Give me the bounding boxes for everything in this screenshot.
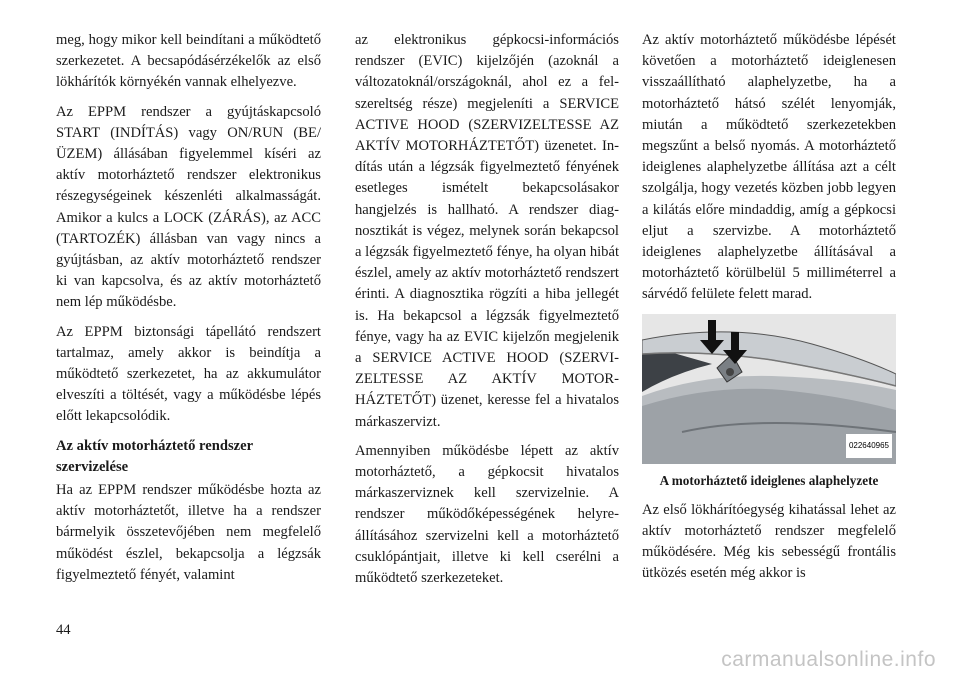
text-column-right bbox=[642, 30, 896, 592]
watermark: carmanualsonline.info bbox=[721, 648, 936, 671]
paragraph: Az aktív motorháztető működésbe lépését követően a motorháztető ideiglenesen visszaállítható alaphelyzetbe, ha a motorháztető hátsó szélét lenyomják, miután a működtető szerkezetekben megszűnt a belső nyomás. A motorháztető ideiglenes alaphelyzetbe állítása azt a célt szolgálja, hogy vezetés közben jobb legyen a kilátás előre mindaddig, amíg a gépkocsi eljut a szervizbe. A motorháztető ideiglenes alaphelyzetbe állításával a motorháztető körülbelül 5 milliméterrel a sárvédő felülete felett marad. bbox=[642, 32, 896, 303]
figure-code: 022640965 bbox=[846, 434, 892, 457]
text-column-middle bbox=[355, 30, 619, 597]
paragraph: Amennyiben működésbe lépett az aktív motorháztető, a gépkocsit hivatalos márkaszerviznek kell szervizelnie. A rendszer működőképességének helyreállításához szervizelni kell a motorháztető csuklópántjait, illetve ki kell cserélni a működtető szerkezeteket. bbox=[355, 442, 619, 587]
paragraph: Az első lökhárítóegység kihatással lehet az aktív motorháztető rendszer megfelelő működésére. Még kis sebességű frontális ütközés esetén még akkor is bbox=[642, 501, 896, 582]
section-heading: Az aktív motorháztető rendszer szervizelése bbox=[56, 437, 253, 475]
page-number: 44 bbox=[56, 622, 71, 638]
paragraph: Az EPPM rendszer a gyújtáskapcsoló START (INDÍTÁS) vagy ON/RUN (BE/ÜZEM) állásában figyelemmel kíséri az aktív motorháztető rendszer elektronikus részegységeinek készenléti alkalmasságát. Amikor a kulcs a LOCK (ZÁRÁS), az ACC (TARTOZÉK) állásban van vagy nincs a gyújtásban, az aktív motorháztető rendszer ki van kapcsolva, és az aktív motorháztető nem lép működésbe. bbox=[56, 103, 321, 311]
paragraph: Az EPPM biztonsági tápellátó rendszert tartalmaz, amely akkor is beindítja a működtető szerkezetet, ha az akkumulátor elveszíti a töltését, vagy a működésbe lépés előtt lekapcsolódik. bbox=[56, 323, 321, 425]
paragraph: meg, hogy mikor kell beindítani a működtető szerkezetet. A becsapódásérzékelők az első lökhárítók környékén vannak elhelyezve. bbox=[56, 32, 321, 91]
paragraph: az elektronikus gépkocsi-információs rendszer (EVIC) kijelzőjén (azoknál a változatoknál/országoknál, ahol ez a felszereltség része) megjeleníti a SERVICE ACTIVE HOOD (SZERVIZELTESSE AZ AKTÍV MOTORHÁZTETŐT) üzenetet. Indítás után a légzsák figyelmeztető fényének esetleges ismételt bekapcsolásakor hangjelzés is hallható. A rendszer diagnosztikát is végez, melynek során bekapcsol a légzsák figyelmeztető fénye, ha olyan hibát észlel, amely az aktív motorháztető rendszert érinti. A diagnosztika rögzíti a hiba jellegét is. Ha bekapcsol a légzsák figyelmeztető fénye, vagy ha az EVIC kijelzőn megjelenik a SERVICE ACTIVE HOOD (SZERVIZELTESSE AZ AKTÍV MOTORHÁZTETŐT) üzenet, keresse fel a hivatalos márkaszervizt. bbox=[355, 32, 619, 430]
text-column-left bbox=[56, 30, 321, 594]
figure-caption: A motorháztető ideiglenes alaphelyzete bbox=[659, 472, 879, 488]
paragraph: Ha az EPPM rendszer működésbe hozta az aktív motorháztetőt, illetve ha a rendszer bármelyik összetevőjében nem megfelelő működést észlel, bekapcsolja a légzsák figyelmeztető fényét, valamint bbox=[56, 482, 321, 583]
hood-illustration bbox=[642, 314, 896, 464]
